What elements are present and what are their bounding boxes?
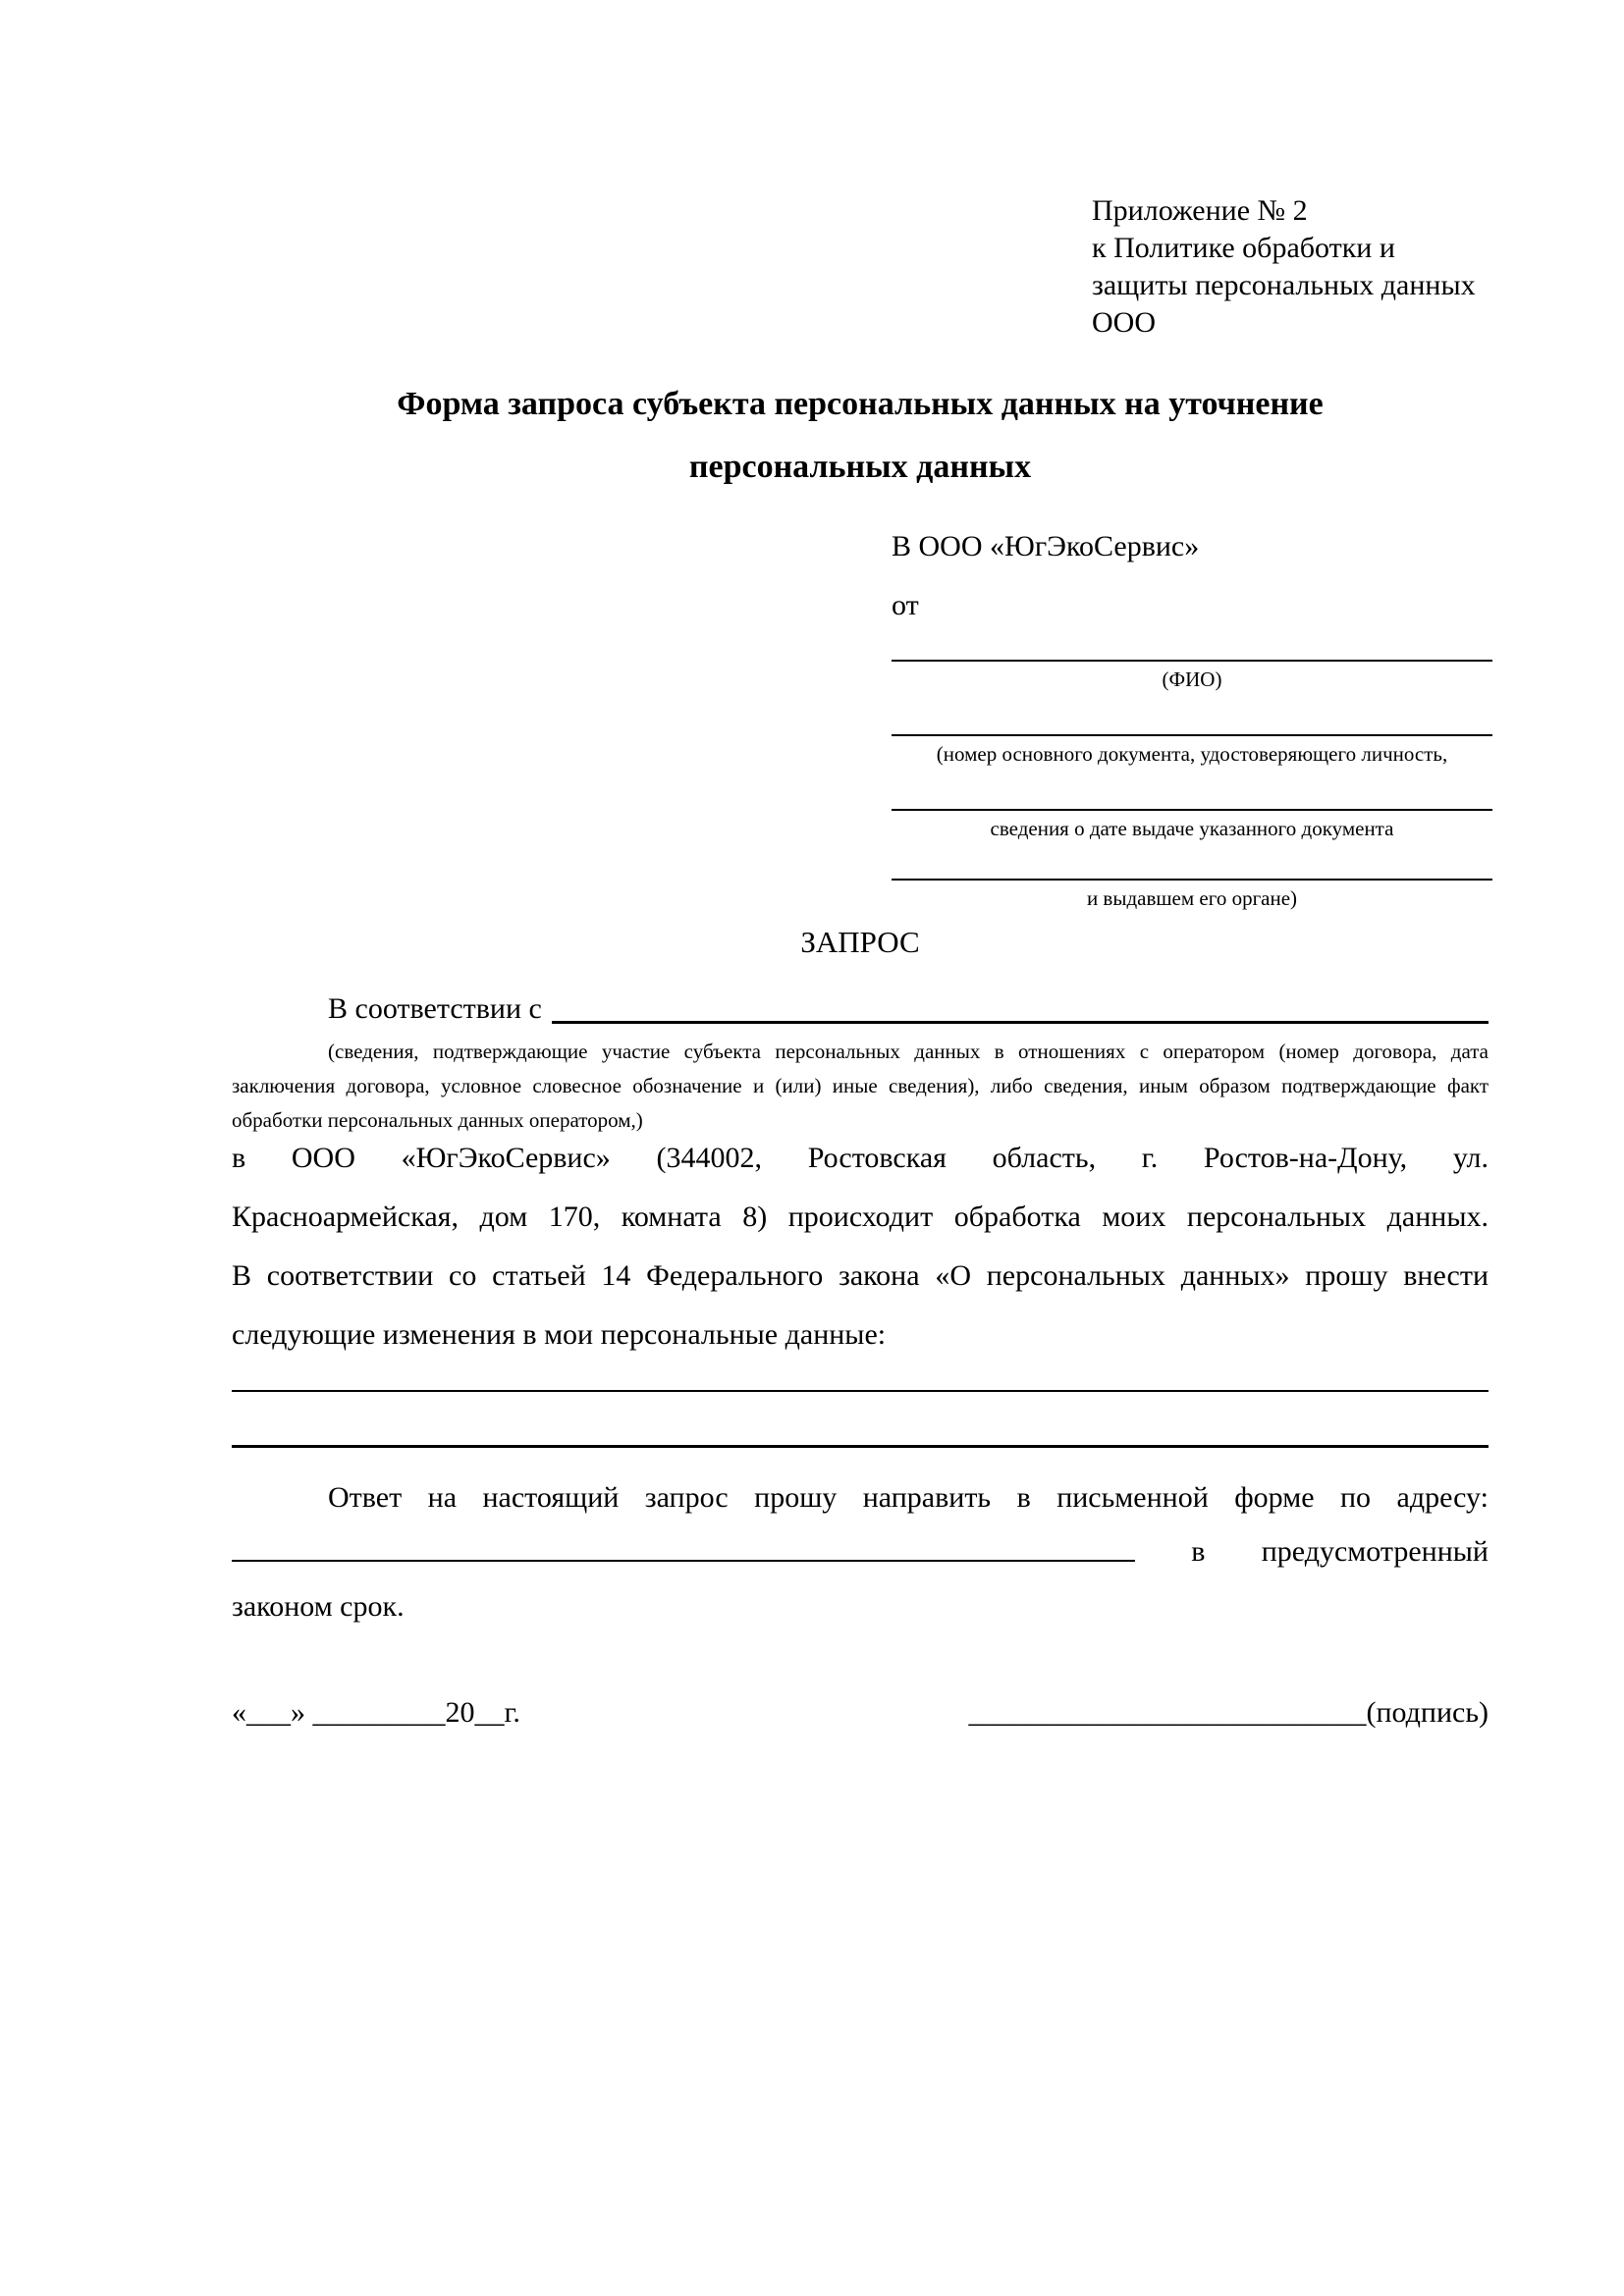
signature-field	[968, 1696, 1489, 1730]
body-line: Красноармейская, дом 170, комната 8) происходит обработка моих персональных данных.	[232, 1201, 1489, 1233]
reply-word-v: в	[1191, 1535, 1206, 1568]
date-signature-row	[232, 1696, 1489, 1730]
signature-caption: (подпись)	[1366, 1696, 1489, 1729]
issue-date-caption: сведения о дате выдаче указанного документа	[990, 817, 1394, 840]
appendix-line: ООО	[1092, 306, 1156, 339]
basis-prefix: В соответствии с	[328, 992, 542, 1025]
body-line: следующие изменения в мои персональные данные:	[232, 1318, 887, 1351]
body-line: в ООО «ЮгЭкоСервис» (344002, Ростовская область, г. Ростов-на-Дону, ул.	[232, 1142, 1489, 1174]
recipient-block	[892, 530, 1492, 923]
appendix-line: к Политике обработки и	[1092, 232, 1395, 264]
basis-footnote	[232, 1035, 1489, 1138]
appendix-line: Приложение № 2	[1092, 194, 1308, 227]
recipient-organization: В ООО «ЮгЭкоСервис»	[892, 530, 1200, 562]
page-title	[232, 373, 1489, 499]
appendix-note	[1092, 192, 1514, 342]
footnote-line: обработки персональных данных оператором,)	[232, 1108, 643, 1132]
recipient-from-label: от	[892, 589, 919, 621]
doc-number-blank-line	[892, 734, 1492, 736]
basis-row	[232, 988, 1489, 1031]
basis-blank-line	[552, 988, 1489, 1024]
body-line: В соответствии со статьей 14 Федерального закона «О персональных данных» прошу внести	[232, 1259, 1489, 1292]
page-title-line1: Форма запроса субъекта персональных данных на уточнение	[397, 386, 1324, 422]
appendix-line: защиты персональных данных	[1092, 269, 1476, 301]
signature-blank-line: ___________________________	[968, 1696, 1367, 1729]
fio-blank-line	[892, 660, 1492, 662]
reply-closing: законом срок.	[232, 1590, 405, 1623]
changes-blank-line-1	[232, 1390, 1489, 1392]
issue-date-blank-line	[892, 809, 1492, 811]
footnote-line: заключения договора, условное словесное обозначение и (или) иные сведения), либо сведения, иным образом подтверждающие факт	[232, 1074, 1489, 1097]
paragraph-indent	[232, 988, 328, 1031]
issue-org-caption: и выдавшем его органе)	[1086, 886, 1298, 910]
reply-paragraph: Ответ на настоящий запрос прошу направить в письменной форме по адресу:	[328, 1481, 1489, 1514]
footnote-line: (сведения, подтверждающие участие субъекта персональных данных в отношениях с оператором (номер договора, дата	[328, 1040, 1489, 1063]
date-field: «___» _________20__г.	[232, 1696, 520, 1729]
address-blank-line	[232, 1560, 1135, 1562]
body-paragraph	[232, 1129, 1489, 1364]
reply-address-row	[232, 1523, 1489, 1569]
issue-org-blank-line	[892, 879, 1492, 881]
page-title-line2: персональных данных	[688, 449, 1032, 485]
request-heading: ЗАПРОС	[800, 925, 920, 959]
changes-blank-line-2	[232, 1445, 1489, 1448]
doc-number-caption: (номер основного документа, удостоверяющего личность,	[936, 742, 1448, 766]
reply-word-predusmotrenny: предусмотренный	[1261, 1535, 1489, 1568]
fio-caption: (ФИО)	[1162, 667, 1222, 691]
